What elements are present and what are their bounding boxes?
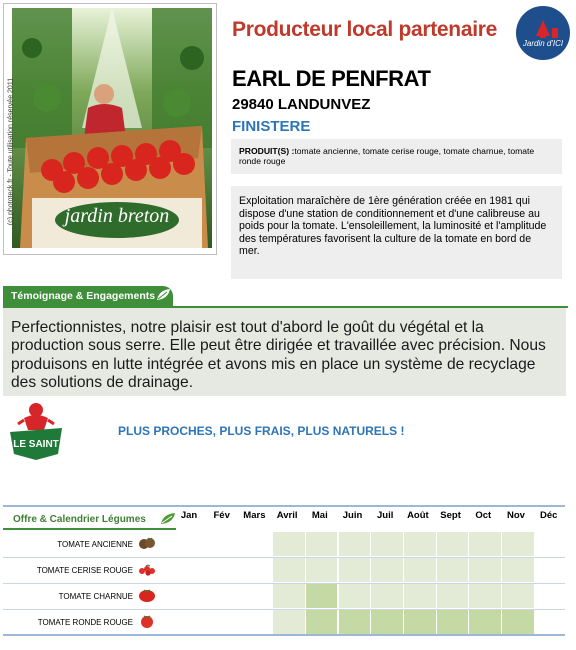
month-label: Juil	[377, 510, 394, 521]
row-separator	[3, 557, 565, 558]
vegetable-label: TOMATE CHARNUE	[58, 592, 133, 601]
cherry-tomato-icon	[138, 562, 156, 576]
producer-photo	[12, 8, 212, 248]
producer-description: Exploitation maraîchère de 1ère génération créée en 1981 qui dispose d'une station de conditionnement et d'une calibreuse au poids pour la tomate. L'ensoleillement, la luminosité et l'amplitude des températures favorisent la culture de la tomate en bord de mer.	[239, 195, 547, 257]
leaf-icon	[155, 288, 171, 302]
month-label: Sept	[440, 510, 461, 521]
calendar-cell	[273, 558, 305, 582]
calendar-cell	[371, 532, 403, 556]
producer-region: FINISTERE	[232, 118, 311, 135]
vegetable-label: TOMATE RONDE ROUGE	[37, 618, 133, 627]
calendar-cell	[339, 610, 371, 634]
le-saint-mascot-icon	[6, 398, 66, 460]
calendar-cell	[339, 558, 371, 582]
calendar-cell	[273, 532, 305, 556]
month-label: Nov	[507, 510, 525, 521]
producer-city: 29840 LANDUNVEZ	[232, 96, 371, 113]
month-label: Déc	[539, 510, 558, 521]
calendar-cell	[469, 532, 501, 556]
calendar-cell	[306, 532, 338, 556]
calendar-cell	[371, 610, 403, 634]
calendar-tab-underline	[3, 528, 176, 530]
testimony-box	[3, 308, 566, 396]
testimony-tab	[3, 286, 173, 306]
svg-text:jardin breton: jardin breton	[64, 205, 170, 227]
calendar-cell	[437, 610, 469, 634]
row-separator	[3, 583, 565, 584]
calendar-cell	[404, 610, 436, 634]
jardin-dici-logo[interactable]	[516, 6, 570, 60]
le-saint-logo[interactable]	[6, 398, 66, 460]
calendar-cell	[437, 532, 469, 556]
month-label: Mars	[243, 510, 266, 521]
calendar-cell	[469, 584, 501, 608]
calendar-cell	[502, 558, 534, 582]
brand-slogan: PLUS PROCHES, PLUS FRAIS, PLUS NATURELS !	[118, 424, 405, 438]
month-label: Mai	[311, 510, 328, 521]
producer-name: EARL DE PENFRAT	[232, 66, 431, 91]
calendar-cell	[404, 584, 436, 608]
testimony-tab-label: Témoignage & Engagements	[11, 290, 156, 302]
products-label: PRODUIT(S) :	[239, 146, 295, 156]
calendar-cell	[306, 610, 338, 634]
heirloom-tomato-icon	[138, 536, 156, 550]
testimony-text: Perfectionnistes, notre plaisir est tout d'abord le goût du végétal et la production sous serre. Elle peut être dirigée et travaillée avec précision. Nous produisons en lutte intégrée et avons mis en place un système de recyclage des solutions de drainage.	[11, 319, 546, 392]
calendar-cell	[339, 532, 371, 556]
month-label: Fév	[213, 510, 230, 521]
round-tomato-icon	[138, 614, 156, 628]
products-text	[239, 146, 554, 166]
calendar-cell	[404, 558, 436, 582]
calendar-cell	[371, 558, 403, 582]
description-box	[231, 186, 562, 279]
beefsteak-tomato-icon	[138, 588, 156, 602]
calendar-cell	[502, 584, 534, 608]
row-separator	[3, 609, 565, 610]
church-icon	[516, 6, 570, 60]
calendar-cell	[469, 558, 501, 582]
calendar-cell	[502, 610, 534, 634]
calendar-cell	[339, 584, 371, 608]
photo-credit: (c) phototeck.fr - Toute utilisation réservée 2011	[7, 77, 15, 226]
calendar-cell	[437, 584, 469, 608]
vegetable-label: TOMATE ANCIENNE	[57, 540, 133, 549]
month-label: Jan	[180, 510, 198, 521]
calendar-cell	[469, 610, 501, 634]
calendar-cell	[273, 610, 305, 634]
calendar-bottom-border	[3, 634, 565, 636]
calendar-cell	[502, 532, 534, 556]
calendar-cell	[306, 558, 338, 582]
calendar-tab-label: Offre & Calendrier Légumes	[13, 514, 146, 525]
greenhouse-photo-illustration	[12, 8, 212, 248]
page-title: Producteur local partenaire	[232, 18, 497, 41]
month-label: Oct	[475, 510, 492, 521]
svg-text:LE SAINT: LE SAINT	[13, 439, 59, 450]
calendar-cell	[404, 532, 436, 556]
vegetable-label: TOMATE CERISE ROUGE	[36, 566, 133, 575]
products-value: tomate ancienne, tomate cerise rouge, tomate charnue, tomate ronde rouge	[239, 146, 535, 166]
calendar-top-border	[3, 505, 565, 507]
logo-text: Jardin d'ICI	[522, 39, 564, 48]
products-box	[231, 139, 562, 174]
calendar-cell	[273, 584, 305, 608]
calendar-cell	[371, 584, 403, 608]
month-label: Août	[407, 510, 429, 521]
calendar-cell	[306, 584, 338, 608]
month-label: Avril	[276, 510, 298, 521]
calendar-cell	[437, 558, 469, 582]
month-label: Juin	[342, 510, 363, 521]
